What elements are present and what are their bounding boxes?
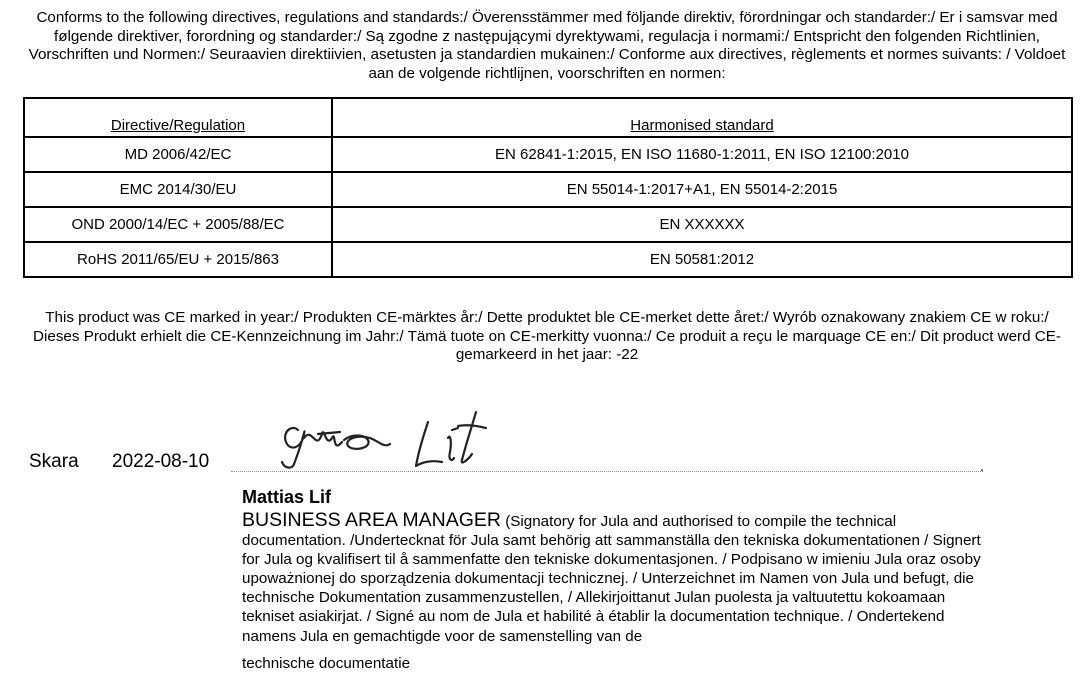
directive-cell: RoHS 2011/65/EU + 2015/863 — [24, 242, 332, 277]
signatory-role-last-line: technische documentatie — [242, 655, 411, 672]
signatory-title: BUSINESS AREA MANAGER — [242, 511, 501, 531]
directive-cell: OND 2000/14/EC + 2005/88/EC — [24, 207, 332, 242]
standard-cell: EN 55014-1:2017+A1, EN 55014-2:2015 — [332, 172, 1072, 207]
signing-place: Skara — [29, 451, 79, 472]
signature-line-dot: . — [980, 458, 984, 474]
signing-date: 2022-08-10 — [112, 451, 210, 472]
directive-cell: MD 2006/42/EC — [24, 137, 332, 172]
table-row — [24, 242, 1072, 277]
conformity-intro-text: Conforms to the following directives, regulations and standards:/ Överensstämmer med följande direktiv, förordningar och standarder:/ Er i samsvar med følgende direktiver, forordning og standarder:/ Są zgodne z następującymi dyrektywami, regulacja i normami:/ Entspricht den folgenden Richtlinien, Vorschriften und Normen:/ Seuraavien direktiivien, asetusten ja standardien mukainen:/ Conforme aux directives, règlements et normes suivants: / Voldoet aan de volgende richtlijnen, voorschriften en normen: — [28, 9, 1066, 82]
signatory-name: Mattias Lif — [242, 487, 332, 507]
directive-cell: EMC 2014/30/EU — [24, 172, 332, 207]
standard-cell: EN 50581:2012 — [332, 242, 1072, 277]
table-row — [24, 207, 1072, 242]
handwritten-signature — [272, 404, 522, 472]
signatory-role — [242, 511, 983, 653]
table-header-row — [24, 98, 1072, 137]
standard-cell: EN 62841-1:2015, EN ISO 11680-1:2011, EN ISO 12100:2010 — [332, 137, 1072, 172]
standards-table — [23, 97, 1073, 278]
table-row — [24, 172, 1072, 207]
signatory-authorisation: (Signatory for Jula and authorised to compile the technical documentation. /Undertecknat för Jula samt behörig att sammanställa den tekniska dokumentationen / Signert for Jula og kvalifisert til å sammenfatte den tekniske dokumentasjonen. / Podpisano w imieniu Jula oraz osoby upoważnionej do sporządzenia dokumentacji technicznej. / Unterzeichnet im Namen von Jula und befugt, die technische Dokumentation zusammenzustellen, / Allekirjoittanut Julan puolesta ja valtuutettu kokoamaan tekniset asiakirjat. / Signé au nom de Jula et habilité à établir la documentation technique. / Ondertekend namens Jula en gemachtigde voor de samenstelling van de — [242, 513, 981, 645]
standard-cell: EN XXXXXX — [332, 207, 1072, 242]
header-standard: Harmonised standard — [332, 98, 1072, 137]
signature-line — [231, 471, 983, 472]
header-directive: Directive/Regulation — [24, 98, 332, 137]
table-row — [24, 137, 1072, 172]
ce-marked-year-text: This product was CE marked in year:/ Produkten CE-märktes år:/ Dette produktet ble CE-merket dette året:/ Wyrób oznakowany znakiem CE w roku:/ Dieses Produkt erhielt die CE-Kennzeichnung im Jahr:/ Tämä tuote on CE-merkitty vuonna:/ Ce produit a reçu le marquage CE en:/ Dit product werd CE-gemarkeerd in het jaar: -22 — [33, 309, 1061, 363]
